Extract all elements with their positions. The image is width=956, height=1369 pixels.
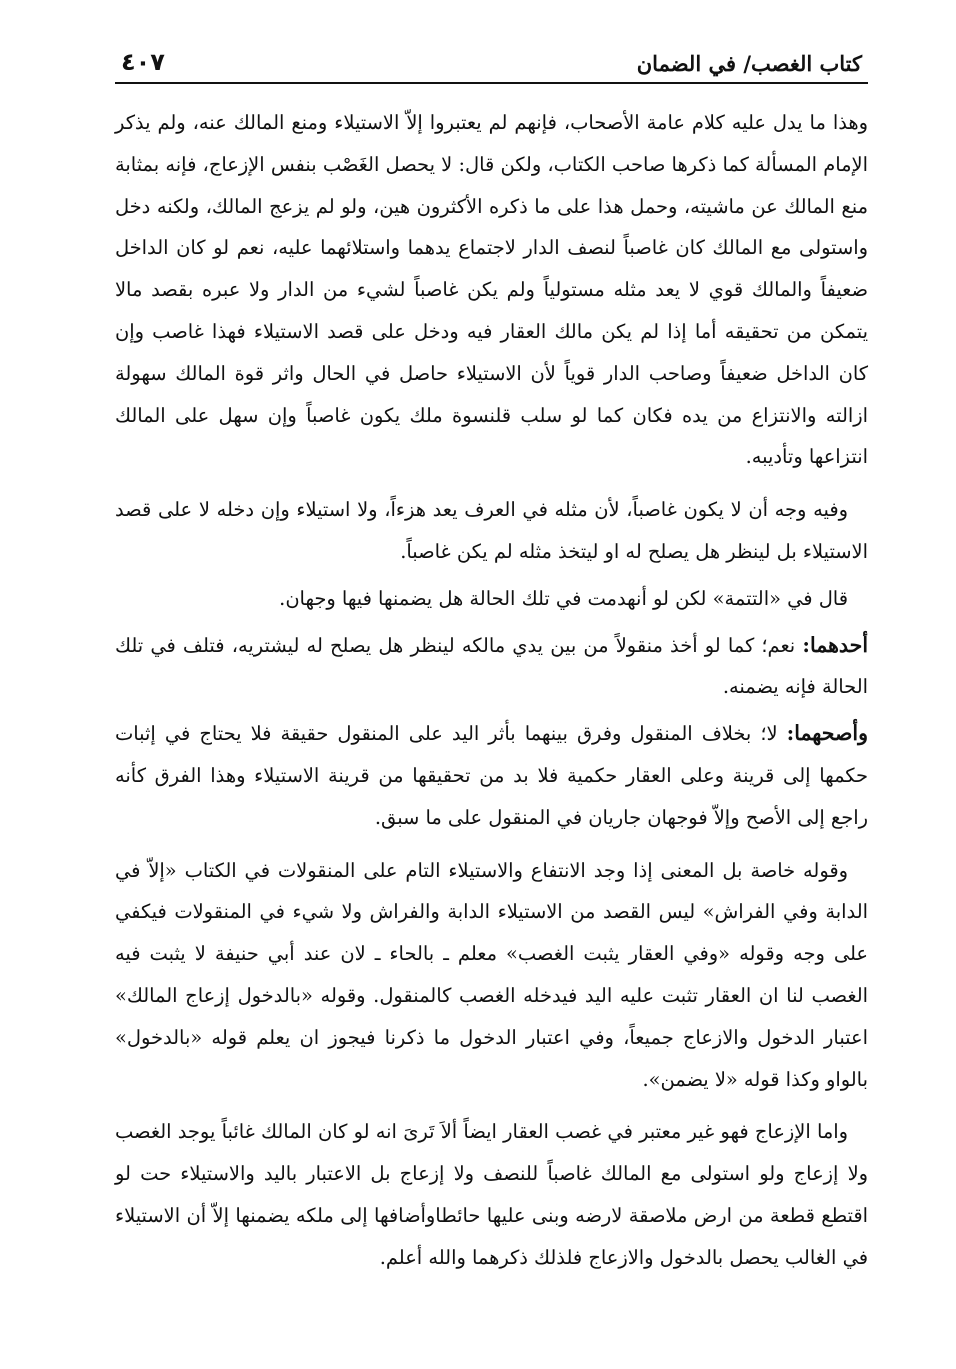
paragraph-2 <box>115 489 868 573</box>
paragraph-text: وهذا ما يدل عليه كلام عامة الأصحاب، فإنهم لم يعتبروا إلاّ الاستيلاء ومنع المالك عنه، ولم يذكر الإمام المسألة كما ذكرها صاحب الكتاب، ولكن قال: لا يحصل الغَصْب بنفس الإزعاج، فإنه بمثابة منع المالك عن ماشيته، وحمل هذا على ما ذكره الأكثرون هين، ولو لم يزعج المالك، ولكنه دخل واستولى مع المالك كان غاصباً لنصف الدار لاجتماع يدهما واستلائهما عليه، نعم لو كان الداخل ضعيفاً والمالك قوي لا يعد مثله مستولياً ولم يكن غاصباً لشيء من الدار ولا عبره بقصد مالا يتمكن من تحقيقه أما إذا لم يكن مالك العقار فيه ودخل على قصد الاستيلاء فهذا غاصب وإن كان الداخل ضعيفاً وصاحب الدار قوياً لأن الاستيلاء حاصل في الحال واثر قوة المالك سهولة ازالته والانتزاع من يده فكان كما لو سلب قلنسوة ملك يكون غاصباً وإن سهل على المالك انتزاعها وتأديبه. <box>115 111 868 469</box>
chapter-title: كتاب الغصب/ في الضمان <box>636 51 862 76</box>
paragraph-text: وقوله خاصة بل المعنى إذا وجد الانتفاع والاستيلاء التام على المنقولات في الكتاب «إلاّ في الدابة وفي الفراش» ليس القصد من الاستيلاء الدابة والفراش ولا شيء في المنقولات فيكفي على وجه وقوله «وفي العقار يثبت الغصب» معلم ـ بالحاء ـ لان عند أبي حنيفة لا يثبت فيه الغصب لنا ان العقار تثبت عليه اليد فيدخله الغصب كالمنقول. وقوله «بالدخول إزعاج المالك» اعتبار الدخول والازعاج جميعاً، وفي اعتبار الدخول ما ذكرنا فيجوز ان يعلم قوله «بالدخول» بالواو وكذا قوله «لا يضمن». <box>115 858 868 1091</box>
paragraph-label: وأصحهما: <box>786 721 868 746</box>
paragraph-6 <box>115 850 868 1101</box>
paragraph-text: واما الإزعاج فهو غير معتبر في غصب العقار ايضاً ألاَ تَرىَ انه لو كان المالك غائباً يوجد الغصب ولا إزعاج ولو استولى مع المالك غاصباً للنصف ولا إزعاج بل الاعتبار باليد والاستيلاء حت لو اقتطع قطعة من ارض ملاصقة لارضه وبنى عليها حائطاوأضافها إلى ملكه يضمنها إلاّ أن الاستيلاء في الغالب يحصل بالدخول والازعاج فلذلك ذكرهما والله أعلم. <box>115 1120 868 1269</box>
page-number: ٤٠٧ <box>121 48 165 76</box>
book-page <box>115 38 868 1329</box>
paragraph-text: لا؛ بخلاف المنقول وفرق بينهما بأثر اليد على المنقول حقيقة فلا يحتاج في إثبات حكمها إلى قرينة وعلى العقار حكمية فلا بد من تحقيقها من قرينة الاستيلاء وهذا الفرق كأنه راجع إلى الأصح وإلاّ فوجهان جاريان في المنقول على ما سبق. <box>115 722 868 829</box>
paragraph-5 <box>115 713 868 838</box>
paragraph-text: وفيه وجه أن لا يكون غاصباً، لأن مثله في العرف يعد هزءاً، ولا استيلاء وإن دخله لا على قصد الاستيلاء بل لينظر هل يصلح له او ليتخذ مثله لم يكن غاصباً. <box>115 498 868 563</box>
paragraph-text: نعم؛ كما لو أخذ منقولاً من بين يدي مالكه لينظر هل يصلح له ليشتريه، فتلف في تلك الحالة فإنه يضمنه. <box>115 633 868 699</box>
page-header <box>115 38 868 84</box>
paragraph-label: أحدهما: <box>802 632 869 657</box>
paragraph-4 <box>115 625 868 709</box>
paragraph-7 <box>115 1111 868 1278</box>
page-body <box>115 102 868 1279</box>
paragraph-1 <box>115 102 868 478</box>
paragraph-text: قال في «التتمة» لكن لو أنهدمت في تلك الحالة هل يضمنها فيها وجهان. <box>279 586 848 610</box>
paragraph-3 <box>115 578 868 620</box>
